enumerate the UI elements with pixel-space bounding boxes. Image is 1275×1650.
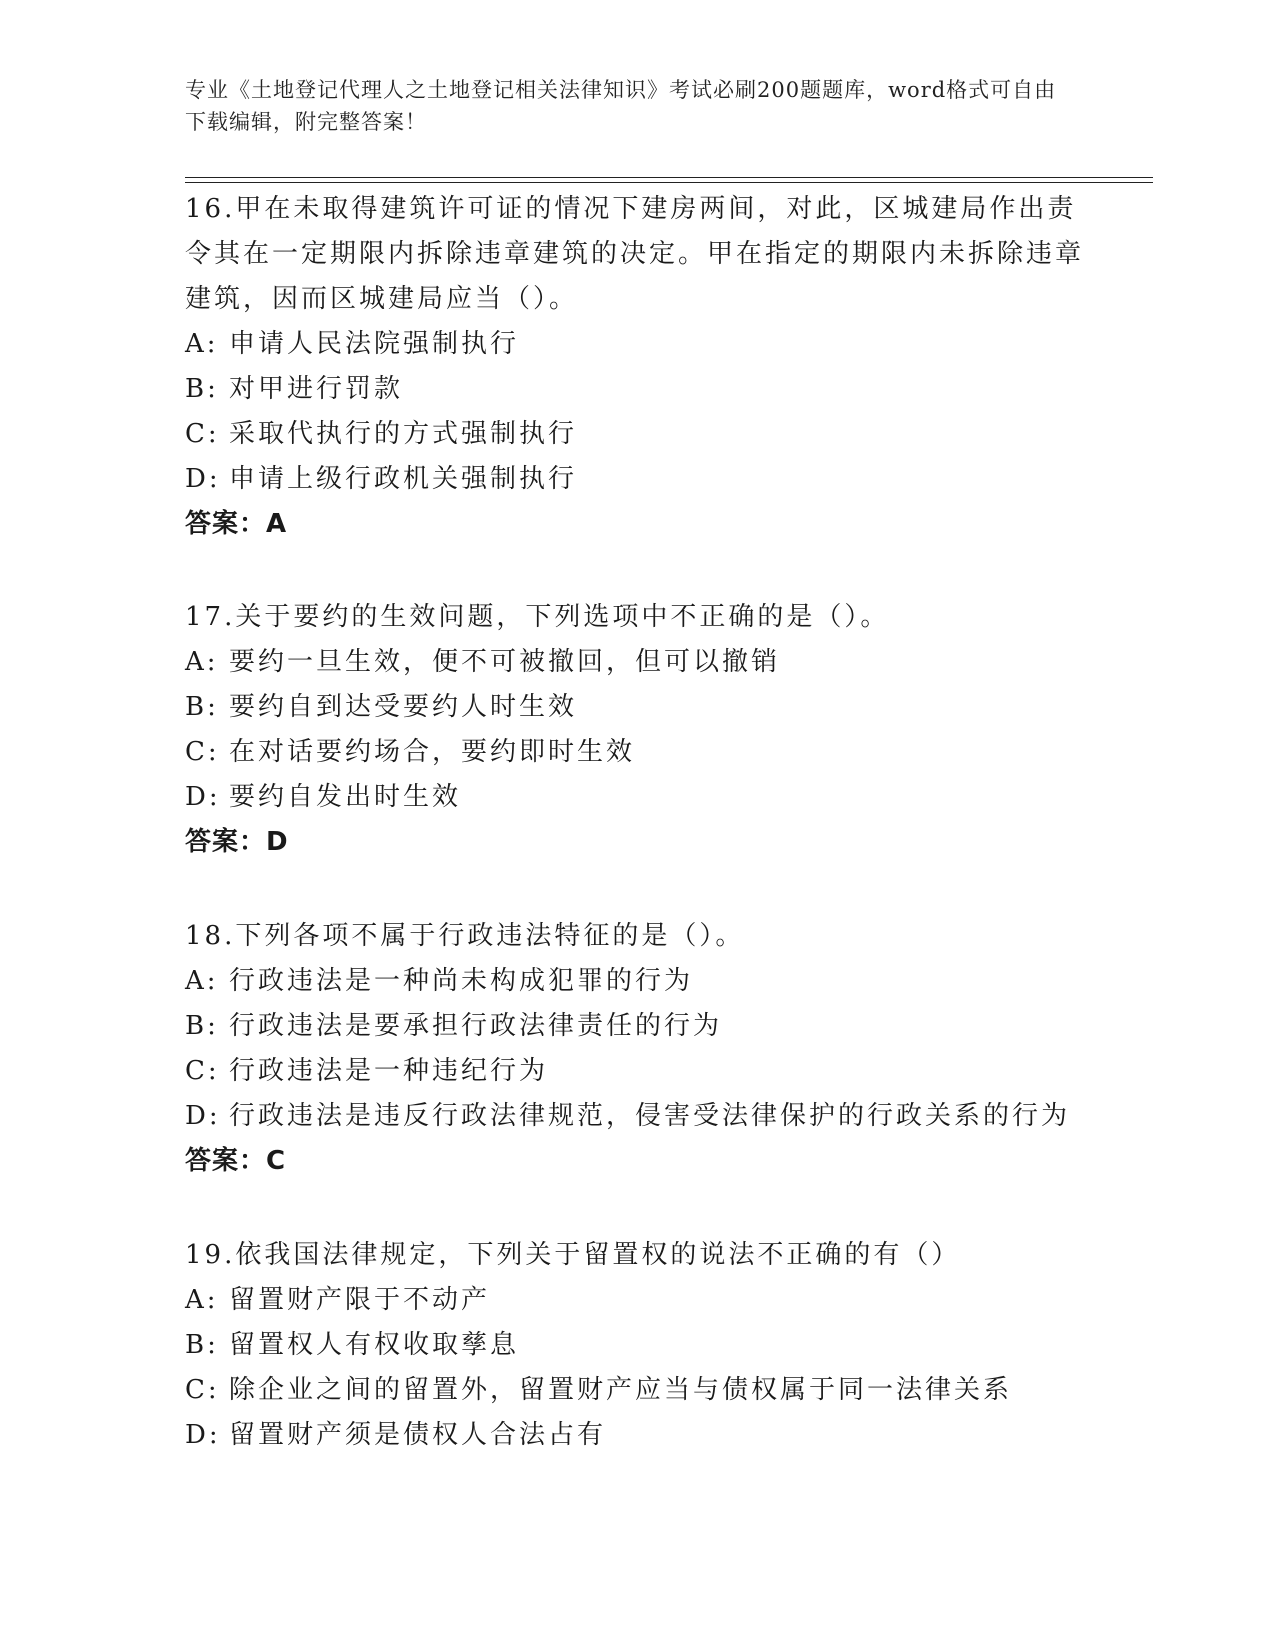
option-d (185, 1094, 1085, 1139)
question-stem: 16.甲在未取得建筑许可证的情况下建房两间，对此，区城建局作出责令其在一定期限内拆除违章建筑的决定。甲在指定的期限内未拆除违章建筑，因而区城建局应当（）。 (185, 194, 1085, 314)
option-b (185, 367, 1085, 412)
answer-label: 答案：A (185, 509, 288, 539)
option-text: 申请人民法院强制执行 (229, 329, 520, 359)
option-letter: B: (185, 1011, 219, 1041)
option-d (185, 1413, 1085, 1458)
option-text: 行政违法是一种违纪行为 (229, 1056, 549, 1086)
option-text: 要约自发出时生效 (229, 782, 462, 812)
question-stem: 19.依我国法律规定，下列关于留置权的说法不正确的有（） (185, 1240, 961, 1270)
option-letter: D: (185, 1420, 221, 1450)
option-letter: A: (185, 647, 219, 677)
header-divider-bottom (185, 182, 1153, 183)
option-text: 行政违法是要承担行政法律责任的行为 (229, 1011, 723, 1041)
question-stem: 18.下列各项不属于行政违法特征的是（）。 (185, 921, 745, 951)
option-text: 除企业之间的留置外，留置财产应当与债权属于同一法律关系 (229, 1375, 1013, 1405)
option-text: 在对话要约场合，要约即时生效 (229, 737, 636, 767)
option-c (185, 1049, 1085, 1094)
option-letter: B: (185, 692, 219, 722)
option-text: 采取代执行的方式强制执行 (229, 419, 578, 449)
option-text: 留置财产须是债权人合法占有 (229, 1420, 607, 1450)
option-text: 留置财产限于不动产 (229, 1285, 491, 1315)
option-c (185, 730, 1085, 775)
option-text: 留置权人有权收取孳息 (229, 1330, 520, 1360)
option-a (185, 322, 1085, 367)
option-b (185, 1004, 1085, 1049)
option-d (185, 775, 1085, 820)
option-c (185, 1368, 1085, 1413)
option-text: 要约自到达受要约人时生效 (229, 692, 578, 722)
question-18 (185, 914, 1085, 1184)
option-letter: B: (185, 1330, 219, 1360)
option-text: 要约一旦生效，便不可被撤回，但可以撤销 (229, 647, 781, 677)
option-letter: C: (185, 1056, 220, 1086)
option-d (185, 457, 1085, 502)
option-letter: A: (185, 329, 219, 359)
question-19 (185, 1233, 1085, 1458)
answer-label: 答案：D (185, 827, 289, 857)
option-letter: C: (185, 737, 220, 767)
option-letter: B: (185, 374, 219, 404)
option-letter: D: (185, 464, 221, 494)
option-letter: C: (185, 1375, 220, 1405)
question-stem: 17.关于要约的生效问题，下列选项中不正确的是（）。 (185, 602, 890, 632)
option-text: 申请上级行政机关强制执行 (229, 464, 578, 494)
option-a (185, 1278, 1085, 1323)
option-a (185, 959, 1085, 1004)
option-b (185, 1323, 1085, 1368)
option-letter: D: (185, 1101, 221, 1131)
document-header: 专业《土地登记代理人之土地登记相关法律知识》考试必刷200题题库，word格式可自由下载编辑，附完整答案！ (185, 78, 1057, 134)
header-divider-top (185, 177, 1153, 178)
option-letter: A: (185, 966, 219, 996)
option-b (185, 685, 1085, 730)
option-c (185, 412, 1085, 457)
option-letter: D: (185, 782, 221, 812)
option-text: 对甲进行罚款 (229, 374, 404, 404)
option-letter: A: (185, 1285, 219, 1315)
option-letter: C: (185, 419, 220, 449)
option-text: 行政违法是一种尚未构成犯罪的行为 (229, 966, 694, 996)
option-a (185, 640, 1085, 685)
option-text: 行政违法是违反行政法律规范，侵害受法律保护的行政关系的行为 (229, 1101, 1071, 1131)
question-16 (185, 187, 1085, 547)
question-17 (185, 595, 1085, 865)
answer-label: 答案：C (185, 1146, 287, 1176)
